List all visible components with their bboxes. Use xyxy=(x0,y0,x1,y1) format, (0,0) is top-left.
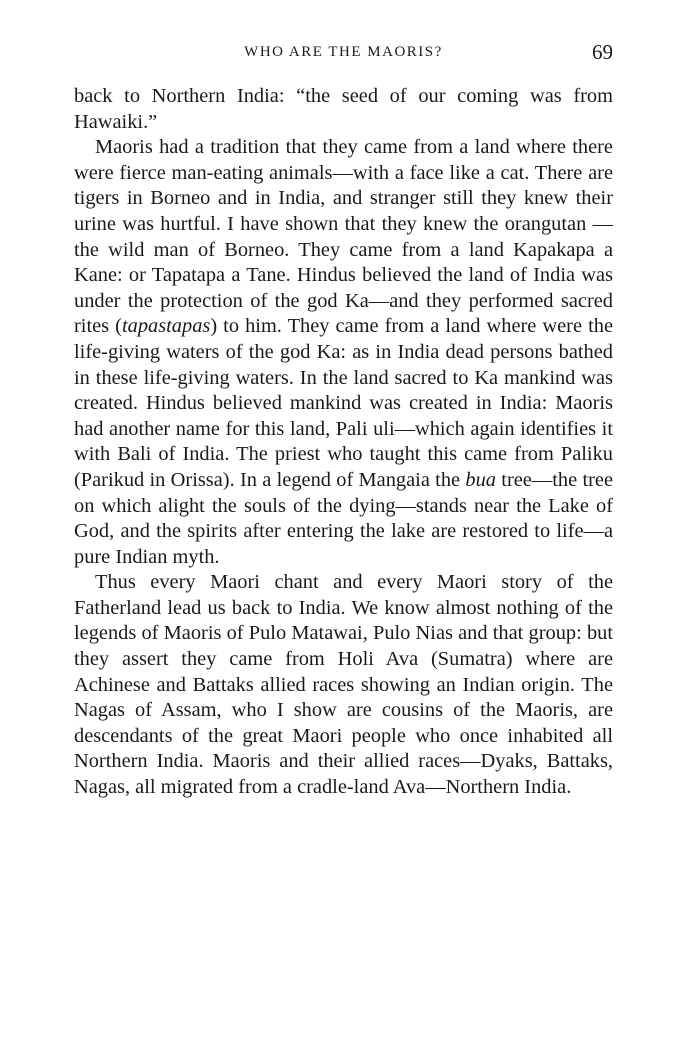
italic-term: tapastapas xyxy=(121,315,211,338)
paragraph xyxy=(74,135,613,570)
page-number: 69 xyxy=(592,40,613,64)
text-run: Thus every Maori chant and every Maori story of the Fatherland lead us back to India. We know almost nothing of the legends of Maoris of Pulo Matawai, Pulo Nias and that group: but they assert they came from Holi Ava (Sumatra) where are Achinese and Battaks allied races showing an Indian origin. The Nagas of Assam, who I show are cousins of the Maoris, are descendants of the great Maori people who once inhabited all Northern India. Maoris and their allied races—Dyaks, Battaks, Nagas, all migrated from a cradle-land Ava—Northern India. xyxy=(74,571,613,799)
text-run: back to Northern India: “the seed of our coming was from Hawaiki.” xyxy=(74,85,613,133)
paragraph xyxy=(74,570,613,800)
text-run: tree—the tree on which alight the souls of the dying—stands near the Lake of God, and the spirits after entering the lake are restored to life—a pure Indian myth. xyxy=(74,468,613,568)
text-run: Maoris had a tradition that they came from a land where there were fierce man-eating animals—with a face like a cat. There are tigers in Borneo and in India, and stranger still they knew their urine was hurtful. I have shown that they knew the orangutan —the wild man of Borneo. They came from a land Kapakapa a Kane: or Tapatapa a Tane. Hindus believed the land of India was under the protection of the god Ka—and they performed sacred rites ( xyxy=(74,136,613,338)
body-text xyxy=(74,84,613,801)
text-run: ) to him. They came from a land where were the life-giving waters of the god Ka: as in India dead persons bathed in these life-giving waters. In the land sacred to Ka mankind was created. Hindus believed mankind was created in India: Maoris had another name for this land, Pali uli—which again identifies it with Bali of India. The priest who taught this came from Paliku (Parikud in Orissa). In a legend of Mangaia the xyxy=(74,315,613,491)
italic-term: bua xyxy=(465,468,496,491)
paragraph xyxy=(74,84,613,135)
running-title: WHO ARE THE MAORIS? xyxy=(244,44,443,60)
running-head xyxy=(74,40,613,68)
